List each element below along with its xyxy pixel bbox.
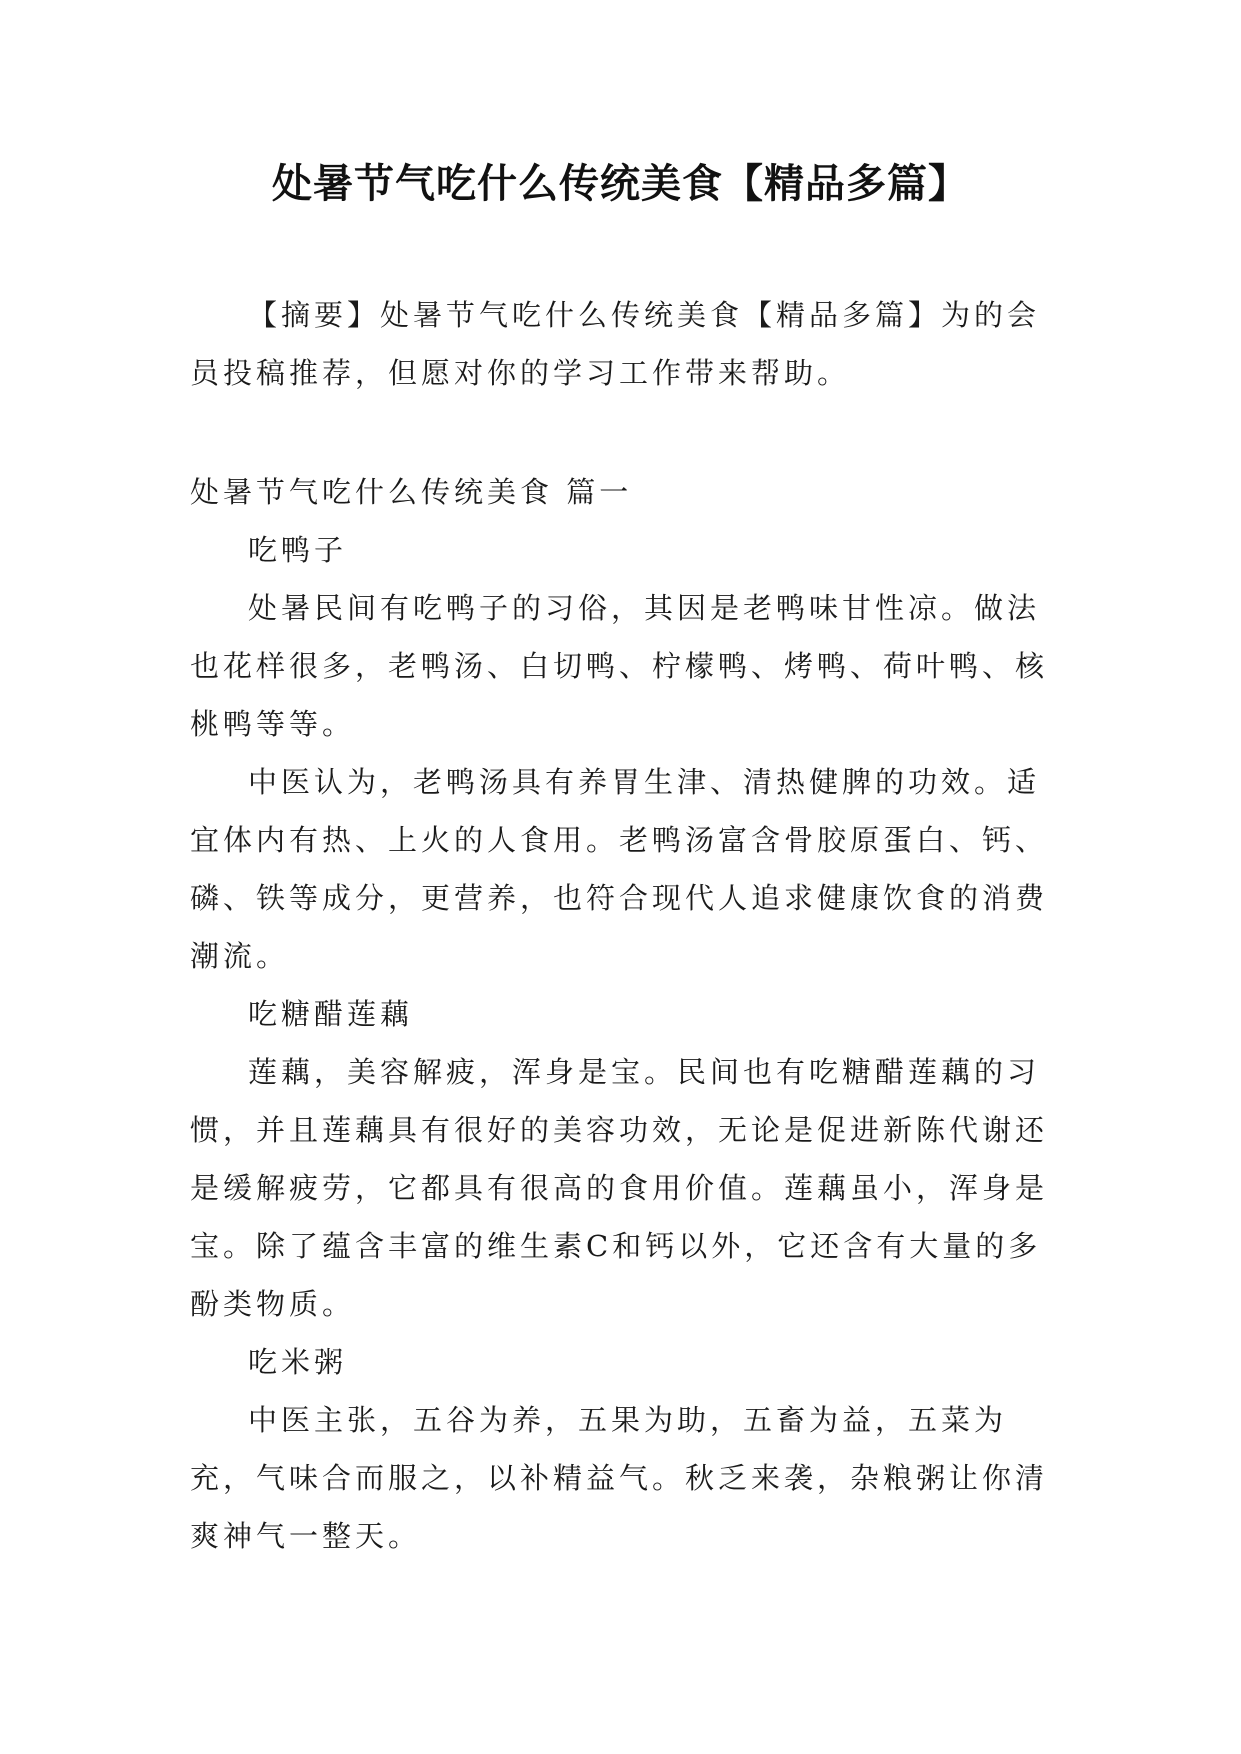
body-paragraph: 莲藕，美容解疲，浑身是宝。民间也有吃糖醋莲藕的习惯，并且莲藕具有很好的美容功效，无论是促进新陈代谢还是缓解疲劳，它都具有很高的食用价值。莲藕虽小，浑身是宝。除了蕴含丰富的维生素C和钙以外，它还含有大量的多酚类物质。 bbox=[190, 1055, 1049, 1321]
section-body bbox=[190, 463, 1060, 1565]
item-heading: 吃鸭子 bbox=[248, 533, 348, 567]
body-paragraph: 处暑民间有吃鸭子的习俗，其因是老鸭味甘性凉。做法也花样很多，老鸭汤、白切鸭、柠檬鸭、烤鸭、荷叶鸭、核桃鸭等等。 bbox=[190, 591, 1049, 741]
abstract bbox=[190, 286, 1060, 402]
item-heading: 吃糖醋莲藕 bbox=[248, 997, 414, 1031]
section-heading: 处暑节气吃什么传统美食 篇一 bbox=[190, 475, 633, 509]
document-title: 处暑节气吃什么传统美食【精品多篇】 bbox=[272, 161, 969, 207]
item-heading: 吃米粥 bbox=[248, 1345, 348, 1379]
body-paragraph: 中医主张，五谷为养，五果为助，五畜为益，五菜为充，气味合而服之，以补精益气。秋乏来袭，杂粮粥让你清爽神气一整天。 bbox=[190, 1403, 1049, 1553]
abstract-paragraph: 【摘要】处暑节气吃什么传统美食【精品多篇】为的会员投稿推荐，但愿对你的学习工作带来帮助。 bbox=[190, 298, 1041, 390]
body-paragraph: 中医认为，老鸭汤具有养胃生津、清热健脾的功效。适宜体内有热、上火的人食用。老鸭汤富含骨胶原蛋白、钙、磷、铁等成分，更营养，也符合现代人追求健康饮食的消费潮流。 bbox=[190, 765, 1049, 973]
